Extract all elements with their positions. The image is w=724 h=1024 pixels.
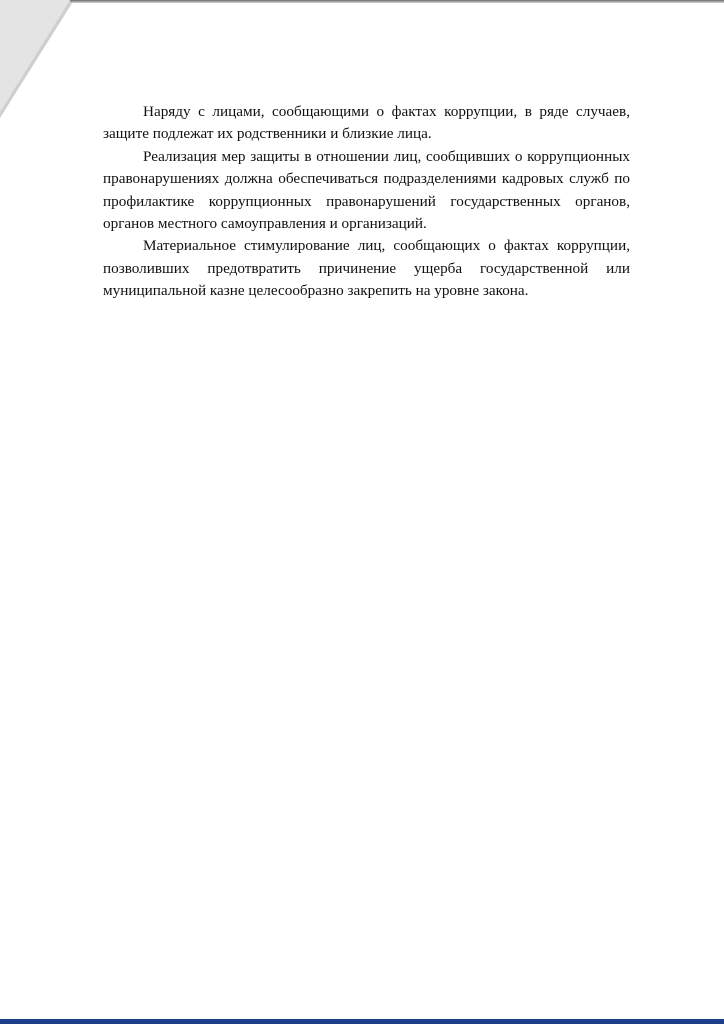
- scan-bottom-edge: [0, 1019, 724, 1024]
- paragraph-protection-measures: Реализация мер защиты в отношении лиц, сообщивших о коррупционных правонарушениях должна обеспечиваться подразделениями кадровых служб по профилактике коррупционных правонарушений государственных органов, органов местного самоуправления и организаций.: [103, 147, 630, 233]
- paragraph-material-incentives: Материальное стимулирование лиц, сообщающих о фактах коррупции, позволивших предотвратить причинение ущерба государственной или муниципальной казне целесообразно закрепить на уровне закона.: [103, 237, 630, 300]
- scan-folded-corner-inner: [0, 0, 70, 112]
- paragraph-relatives-protection: Наряду с лицами, сообщающими о фактах коррупции, в ряде случаев, защите подлежат их родственники и близкие лица.: [103, 103, 630, 143]
- scan-top-edge: [70, 0, 724, 3]
- document-body: [103, 101, 630, 303]
